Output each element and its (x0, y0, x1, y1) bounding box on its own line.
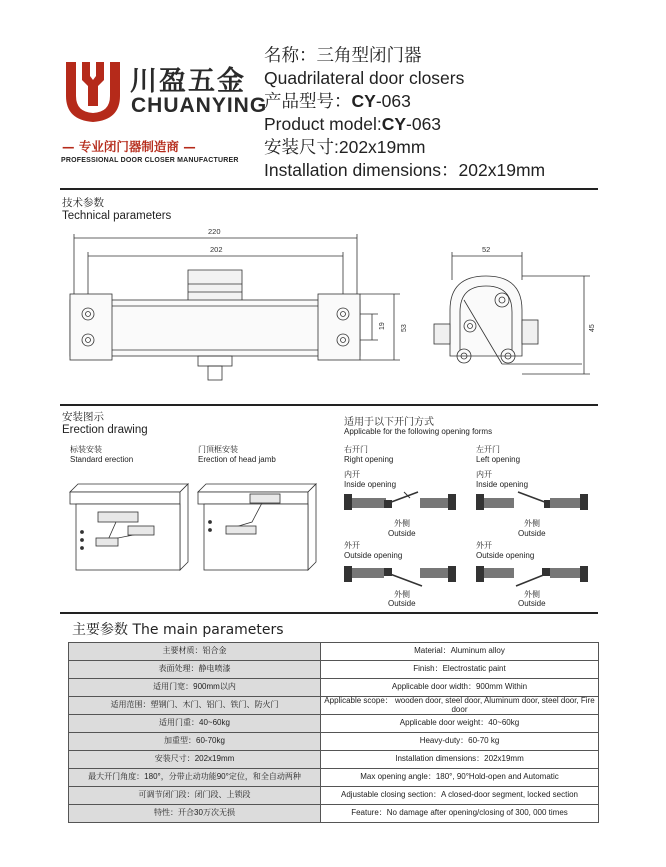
divider-top (60, 188, 598, 190)
main-params-title: 主要参数 The main parameters (72, 622, 284, 638)
main-params-body (69, 643, 599, 823)
install-size-en: Installation dimensions：202x19mm (264, 160, 546, 180)
product-model-cn-suffix: -063 (375, 91, 411, 111)
left-outside-outer-en: Outside (518, 599, 546, 608)
product-model-en-prefix: Product model: (264, 114, 382, 134)
left-outside-diagram (476, 562, 592, 588)
product-name-cn: 名称：三角型闭门器 (264, 45, 422, 65)
right-outside-outer-en: Outside (388, 599, 416, 608)
left-opening-en: Left opening (476, 455, 521, 464)
brand-name-cn: 川盈五金 (130, 66, 246, 97)
params-row (69, 715, 599, 733)
params-cell-cn: 安装尺寸：202x19mm (69, 751, 321, 769)
params-cell-en: Heavy-duty：60-70 kg (321, 733, 599, 751)
right-outside-diagram (344, 562, 460, 588)
product-name-en: Quadrilateral door closers (264, 68, 465, 88)
erection-title-en: Erection drawing (62, 424, 148, 436)
install-size-cn: 安装尺寸:202x19mm (264, 137, 426, 157)
params-cell-cn: 表面处理：静电喷漆 (69, 661, 321, 679)
params-row (69, 679, 599, 697)
params-cell-cn: 特性：开合30万次无损 (69, 805, 321, 823)
params-cell-cn: 加重型：60-70kg (69, 733, 321, 751)
params-cell-cn: 适用门宽：900mm以内 (69, 679, 321, 697)
params-cell-cn: 主要材质：铝合金 (69, 643, 321, 661)
params-cell-en: Max opening angle：180°, 90°Hold-open and Automatic (321, 769, 599, 787)
right-inside-outer-en: Outside (388, 529, 416, 538)
right-outside-outer-cn: 外侧 (394, 590, 410, 599)
right-inside-diagram (344, 488, 460, 514)
params-cell-cn: 可调节闭门段：闭门段、上锁段 (69, 787, 321, 805)
product-model-en (264, 113, 441, 135)
opening-title-cn: 适用于以下开门方式 (344, 417, 434, 428)
technical-title-cn: 技术参数 (62, 197, 104, 209)
params-row (69, 805, 599, 823)
main-params-table (68, 642, 599, 823)
params-cell-en: Feature：No damage after opening/closing of 300, 000 times (321, 805, 599, 823)
params-cell-en: Adjustable closing section：A closed-door segment, locked section (321, 787, 599, 805)
params-cell-en: Finish：Electrostatic paint (321, 661, 599, 679)
params-row (69, 787, 599, 805)
params-cell-en: Applicable door width：900mm Within (321, 679, 599, 697)
dim-overall-label: 220 (208, 227, 221, 236)
left-outside-outer-cn: 外侧 (524, 590, 540, 599)
opening-title-en: Applicable for the following opening forms (344, 427, 493, 436)
head-jamb-erection-drawing (196, 482, 318, 578)
params-cell-en: Material：Aluminum alloy (321, 643, 599, 661)
closer-front-view-drawing (60, 222, 410, 392)
standard-erection-cn: 标装安装 (70, 445, 102, 454)
params-row (69, 661, 599, 679)
brand-logo-mark (62, 56, 124, 126)
params-row (69, 643, 599, 661)
left-outside-en: Outside opening (476, 551, 535, 560)
left-inside-diagram (476, 488, 592, 514)
params-row (69, 697, 599, 715)
right-outside-cn: 外开 (344, 541, 360, 550)
params-cell-en: Applicable scope： wooden door, steel door, Aluminum door, steel door, Fire door (321, 697, 599, 715)
product-model-cn (264, 90, 411, 112)
head-jamb-erection-en: Erection of head jamb (198, 455, 276, 464)
divider-bottom (60, 612, 598, 614)
right-opening-en: Right opening (344, 455, 394, 464)
dim-top-width-label: 52 (482, 245, 491, 254)
standard-erection-en: Standard erection (70, 455, 134, 464)
left-inside-outer-en: Outside (518, 529, 546, 538)
params-row (69, 769, 599, 787)
erection-title-cn: 安装图示 (62, 411, 104, 423)
params-row (69, 751, 599, 769)
params-cell-cn: 最大开门角度：180°，分带止动功能90°定位，和全自动两种 (69, 769, 321, 787)
product-model-cn-bold: CY (351, 91, 376, 111)
dim-height-small-label: 19 (379, 322, 386, 330)
standard-erection-drawing (68, 482, 190, 578)
params-cell-cn: 适用范围：塑钢门、木门、铝门、铁门、防火门 (69, 697, 321, 715)
right-opening-cn: 右开门 (344, 445, 368, 454)
params-cell-en: Installation dimensions：202x19mm (321, 751, 599, 769)
params-cell-cn: 适用门重：40~60kg (69, 715, 321, 733)
params-cell-en: Applicable door weight：40~60kg (321, 715, 599, 733)
product-model-en-suffix: -063 (406, 114, 442, 134)
right-inside-outer-cn: 外侧 (394, 519, 410, 528)
head-jamb-erection-cn: 门頂框安装 (198, 445, 238, 454)
brand-name-en: CHUANYING (131, 94, 268, 117)
closer-side-view-drawing (420, 240, 600, 390)
left-opening-cn: 左开门 (476, 445, 500, 454)
left-inside-en: Inside opening (476, 480, 529, 489)
params-row (69, 733, 599, 751)
dim-holes-label: 202 (210, 245, 223, 254)
brand-slogan-cn: — 专业闭门器制造商 — (62, 139, 196, 154)
right-inside-cn: 内开 (344, 470, 360, 479)
left-inside-cn: 内开 (476, 470, 492, 479)
technical-title-en: Technical parameters (62, 210, 172, 222)
dim-height-label: 53 (401, 324, 408, 332)
product-model-cn-prefix: 产品型号： (264, 91, 352, 111)
left-inside-outer-cn: 外侧 (524, 519, 540, 528)
left-outside-cn: 外开 (476, 541, 492, 550)
brand-slogan-en: PROFESSIONAL DOOR CLOSER MANUFACTURER (61, 157, 239, 164)
product-model-en-bold: CY (381, 114, 407, 134)
divider-mid (60, 404, 598, 406)
right-outside-en: Outside opening (344, 551, 403, 560)
right-inside-en: Inside opening (344, 480, 397, 489)
dim-side-height-label: 45 (589, 324, 596, 332)
